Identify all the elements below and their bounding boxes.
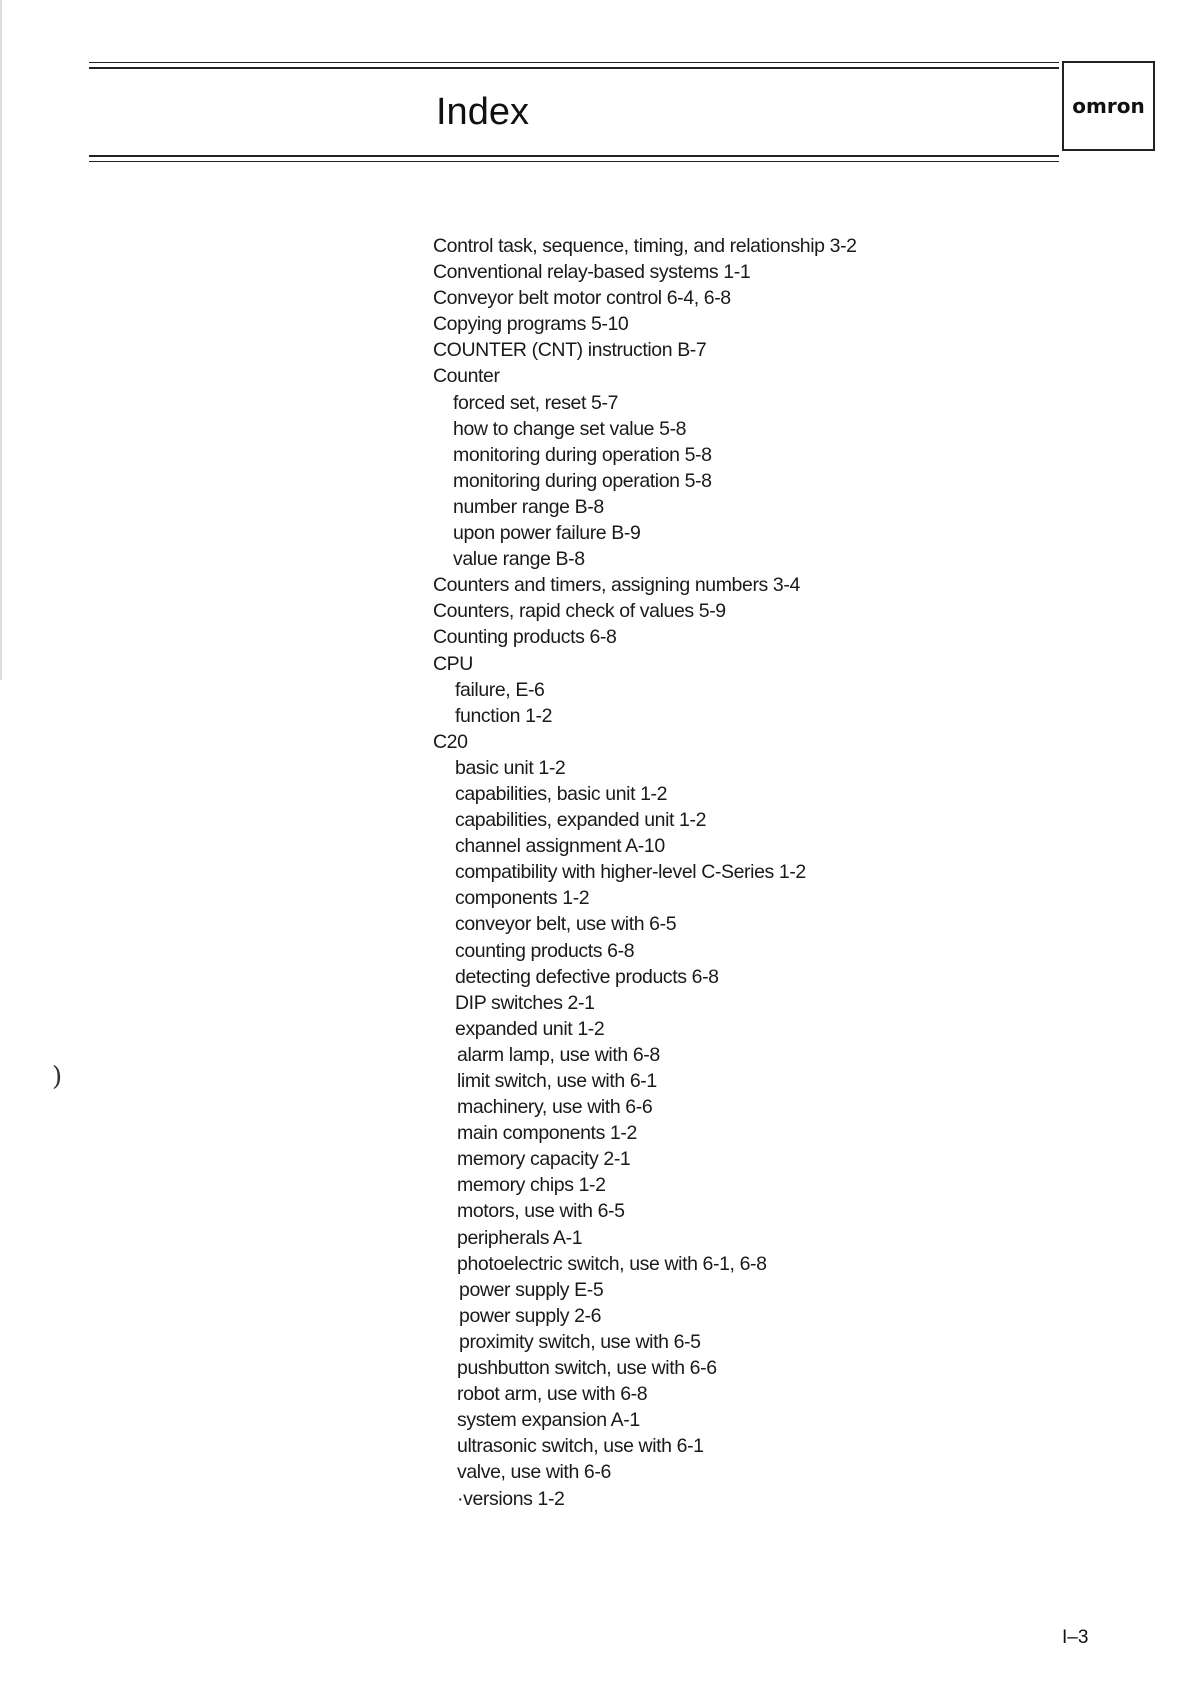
header-rule-top-thick xyxy=(89,67,1059,69)
index-subentry: expanded unit 1-2 xyxy=(455,1017,605,1040)
index-subentry: robot arm, use with 6-8 xyxy=(457,1383,648,1406)
page-number: I–3 xyxy=(1062,1627,1089,1648)
index-subentry: number range B-8 xyxy=(453,495,604,518)
header-rule-bottom-thick xyxy=(89,155,1059,157)
logo-text: omron xyxy=(1072,94,1145,118)
header-rule-top-thin xyxy=(89,62,1059,63)
index-subentry: upon power failure B-9 xyxy=(453,522,641,545)
index-subentry: capabilities, expanded unit 1-2 xyxy=(455,809,707,832)
index-subentry: photoelectric switch, use with 6-1, 6-8 xyxy=(457,1252,767,1275)
index-subentry: ·versions 1-2 xyxy=(457,1487,565,1510)
index-subentry: basic unit 1-2 xyxy=(455,756,566,779)
index-entry: Copying programs 5-10 xyxy=(433,313,629,336)
index-entry: Conveyor belt motor control 6-4, 6-8 xyxy=(433,287,731,310)
index-subentry: alarm lamp, use with 6-8 xyxy=(457,1043,660,1066)
index-entry: Counters and timers, assigning numbers 3-4 xyxy=(433,574,800,597)
omron-logo xyxy=(1062,61,1155,151)
index-subentry: machinery, use with 6-6 xyxy=(457,1096,653,1119)
index-subentry: DIP switches 2-1 xyxy=(455,991,595,1014)
margin-mark: ) xyxy=(52,1062,63,1092)
index-subentry: failure, E-6 xyxy=(455,678,545,701)
index-subentry: motors, use with 6-5 xyxy=(457,1200,625,1223)
index-subentry: monitoring during operation 5-8 xyxy=(453,443,712,466)
index-entry: Counters, rapid check of values 5-9 xyxy=(433,600,726,623)
index-subentry: power supply 2-6 xyxy=(459,1304,602,1327)
index-subentry: pushbutton switch, use with 6-6 xyxy=(457,1357,717,1380)
page-title: Index xyxy=(436,91,529,133)
index-subentry: channel assignment A-10 xyxy=(455,835,665,858)
index-entry-list xyxy=(433,233,857,1512)
index-subentry: counting products 6-8 xyxy=(455,939,635,962)
index-subentry: compatibility with higher-level C-Series 1-2 xyxy=(455,861,806,884)
index-subentry: peripherals A-1 xyxy=(457,1226,583,1249)
index-subentry: power supply E-5 xyxy=(459,1278,604,1301)
index-subentry: memory chips 1-2 xyxy=(457,1174,606,1197)
index-subentry: valve, use with 6-6 xyxy=(457,1461,611,1484)
header-rule-bottom-thin xyxy=(89,161,1059,162)
index-entry: C20 xyxy=(433,730,468,753)
index-subentry: value range B-8 xyxy=(453,548,585,571)
index-subentry: function 1-2 xyxy=(455,704,553,727)
index-subentry: capabilities, basic unit 1-2 xyxy=(455,782,668,805)
index-subentry: proximity switch, use with 6-5 xyxy=(459,1330,701,1353)
index-entry: Control task, sequence, timing, and relationship 3-2 xyxy=(433,235,857,257)
index-entry: COUNTER (CNT) instruction B-7 xyxy=(433,339,707,362)
index-entry: Counter xyxy=(433,365,500,388)
index-subentry: conveyor belt, use with 6-5 xyxy=(455,913,677,936)
index-subentry: monitoring during operation 5-8 xyxy=(453,469,712,492)
index-entry: Conventional relay-based systems 1-1 xyxy=(433,261,751,284)
index-subentry: main components 1-2 xyxy=(457,1122,637,1145)
index-subentry: system expansion A-1 xyxy=(457,1409,640,1432)
index-subentry: memory capacity 2-1 xyxy=(457,1148,631,1171)
index-subentry: detecting defective products 6-8 xyxy=(455,965,719,988)
index-subentry: limit switch, use with 6-1 xyxy=(457,1070,657,1092)
index-subentry: forced set, reset 5-7 xyxy=(453,391,619,414)
index-entry: Counting products 6-8 xyxy=(433,626,617,649)
index-subentry: components 1-2 xyxy=(455,887,590,910)
index-subentry: how to change set value 5-8 xyxy=(453,417,687,440)
index-subentry: ultrasonic switch, use with 6-1 xyxy=(457,1435,704,1458)
scan-left-edge xyxy=(0,0,2,680)
index-entry: CPU xyxy=(433,652,473,675)
